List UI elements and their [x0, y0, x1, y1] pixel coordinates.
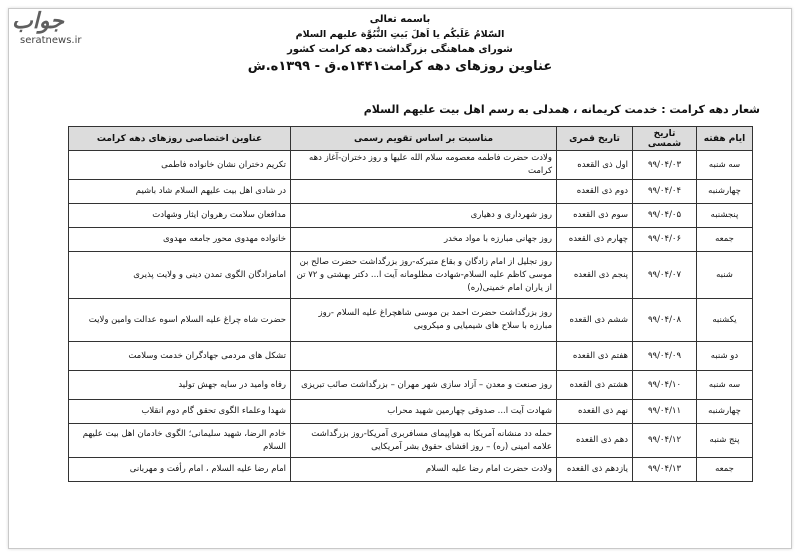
cell-weekday: دو شنبه	[697, 342, 753, 371]
col-header-weekday: ایام هفته	[697, 127, 753, 151]
cell-decade-title: شهدا وعلماء الگوی تحقق گام دوم انقلاب	[69, 400, 291, 424]
cell-decade-title: تکریم دختران نشان خانواده فاطمی	[69, 151, 291, 180]
cell-solar-date: ۹۹/۰۴/۰۴	[633, 180, 697, 204]
cell-decade-title: حضرت شاه چراغ علیه السلام اسوه عدالت وامین ولایت	[69, 299, 291, 342]
table-row	[69, 371, 753, 400]
cell-weekday: چهارشنبه	[697, 400, 753, 424]
cell-solar-date: ۹۹/۰۴/۰۵	[633, 204, 697, 228]
cell-occasion: حمله دد منشانه آمریکا به هواپیمای مسافربری آمریکا-روز بزرگداشت علامه امینی (ره) – روز افشای حقوق بشر آمریکایی	[291, 424, 557, 458]
cell-lunar-date: دهم ذی القعده	[557, 424, 633, 458]
logo-mark: جواب	[12, 8, 64, 34]
table-row	[69, 252, 753, 299]
table-row	[69, 342, 753, 371]
cell-solar-date: ۹۹/۰۴/۱۲	[633, 424, 697, 458]
cell-solar-date: ۹۹/۰۴/۱۱	[633, 400, 697, 424]
cell-occasion: روز بزرگداشت حضرت احمد بن موسی شاهچراغ علیه السلام -روز مبارزه با سلاح های شیمیایی و میکروبی	[291, 299, 557, 342]
logo-site-url: seratnews.ir	[20, 35, 82, 46]
document-title: عناوین روزهای دهه کرامت۱۴۴۱ه.ق - ۱۳۹۹ه.ش	[247, 59, 553, 74]
document-header	[120, 12, 680, 75]
cell-decade-title: امام رضا علیه السلام ، امام رأفت و مهربانی	[69, 458, 291, 482]
table-row	[69, 458, 753, 482]
cell-weekday: سه شنبه	[697, 371, 753, 400]
cell-occasion	[291, 180, 557, 204]
motto-text: شعار دهه کرامت : خدمت کریمانه ، همدلی به رسم اهل بیت علیهم السلام	[363, 103, 760, 116]
cell-lunar-date: ششم ذی القعده	[557, 299, 633, 342]
table-row	[69, 299, 753, 342]
cell-occasion: ولادت حضرت امام رضا علیه السلام	[291, 458, 557, 482]
cell-decade-title: رفاه وامید در سایه جهش تولید	[69, 371, 291, 400]
schedule-table	[68, 126, 753, 482]
cell-decade-title: خادم الرضا، شهید سلیمانی؛ الگوی خادمان اهل بیت علیهم السلام	[69, 424, 291, 458]
cell-solar-date: ۹۹/۰۴/۰۳	[633, 151, 697, 180]
cell-decade-title: تشکل های مردمی جهادگران خدمت وسلامت	[69, 342, 291, 371]
header-council: شورای هماهنگی بزرگداشت دهه کرامت کشور	[287, 44, 513, 55]
cell-solar-date: ۹۹/۰۴/۰۹	[633, 342, 697, 371]
cell-lunar-date: هشتم ذی القعده	[557, 371, 633, 400]
cell-decade-title: امامزادگان الگوی تمدن دینی و ولایت پذیری	[69, 252, 291, 299]
cell-lunar-date: هفتم ذی القعده	[557, 342, 633, 371]
table-row	[69, 228, 753, 252]
cell-lunar-date: چهارم ذی القعده	[557, 228, 633, 252]
cell-weekday: چهارشنبه	[697, 180, 753, 204]
col-header-official-occasion: مناسبت بر اساس تقویم رسمی	[291, 127, 557, 151]
table-row	[69, 151, 753, 180]
cell-occasion	[291, 342, 557, 371]
cell-decade-title: خانواده مهدوی محور جامعه مهدوی	[69, 228, 291, 252]
cell-occasion: روز شهرداری و دهیاری	[291, 204, 557, 228]
cell-decade-title: مدافعان سلامت رهروان ایثار وشهادت	[69, 204, 291, 228]
cell-weekday: جمعه	[697, 458, 753, 482]
cell-weekday: سه شنبه	[697, 151, 753, 180]
cell-occasion: شهادت آیت ا... صدوقی چهارمین شهید محراب	[291, 400, 557, 424]
cell-lunar-date: سوم ذی القعده	[557, 204, 633, 228]
table-row	[69, 400, 753, 424]
cell-weekday: یکشنبه	[697, 299, 753, 342]
table-row	[69, 204, 753, 228]
cell-weekday: پنج شنبه	[697, 424, 753, 458]
cell-occasion: روز جهانی مبارزه با مواد مخدر	[291, 228, 557, 252]
cell-weekday: پنجشنبه	[697, 204, 753, 228]
cell-occasion: روز تجلیل از امام زادگان و بقاع متبرکه-روز بزرگداشت حضرت صالح بن موسی کاظم علیه السلام-شهادت مظلومانه آیت ا... دکتر بهشتی و ۷۲ تن از یاران امام خمینی(ره)	[291, 252, 557, 299]
cell-solar-date: ۹۹/۰۴/۰۷	[633, 252, 697, 299]
cell-lunar-date: پنجم ذی القعده	[557, 252, 633, 299]
col-header-decade-title: عناوین اختصاصی روزهای دهه کرامت	[69, 127, 291, 151]
cell-lunar-date: یازدهم ذی القعده	[557, 458, 633, 482]
cell-decade-title: در شادی اهل بیت علیهم السلام شاد باشیم	[69, 180, 291, 204]
cell-solar-date: ۹۹/۰۴/۱۳	[633, 458, 697, 482]
header-basmala: باسمه تعالی	[369, 14, 431, 25]
cell-occasion: ولادت حضرت فاطمه معصومه سلام الله علیها و روز دختران-آغاز دهه کرامت	[291, 151, 557, 180]
table-row	[69, 424, 753, 458]
cell-weekday: جمعه	[697, 228, 753, 252]
site-logo	[12, 8, 112, 50]
col-header-lunar-date: تاریخ قمری	[557, 127, 633, 151]
cell-solar-date: ۹۹/۰۴/۰۶	[633, 228, 697, 252]
cell-solar-date: ۹۹/۰۴/۱۰	[633, 371, 697, 400]
cell-lunar-date: دوم ذی القعده	[557, 180, 633, 204]
cell-solar-date: ۹۹/۰۴/۰۸	[633, 299, 697, 342]
header-salutation: السّلامُ عَلَیکُم یا اَهلَ بَیتِ النُّبُوَّة علیهم السلام	[295, 29, 505, 40]
cell-lunar-date: نهم ذی القعده	[557, 400, 633, 424]
col-header-solar-date: تاریخ شمسی	[633, 127, 697, 151]
decade-motto	[364, 103, 760, 116]
table-header-row	[69, 127, 753, 151]
cell-weekday: شنبه	[697, 252, 753, 299]
table-row	[69, 180, 753, 204]
cell-lunar-date: اول ذی القعده	[557, 151, 633, 180]
cell-occasion: روز صنعت و معدن – آزاد سازی شهر مهران – بزرگداشت صائب تبریزی	[291, 371, 557, 400]
